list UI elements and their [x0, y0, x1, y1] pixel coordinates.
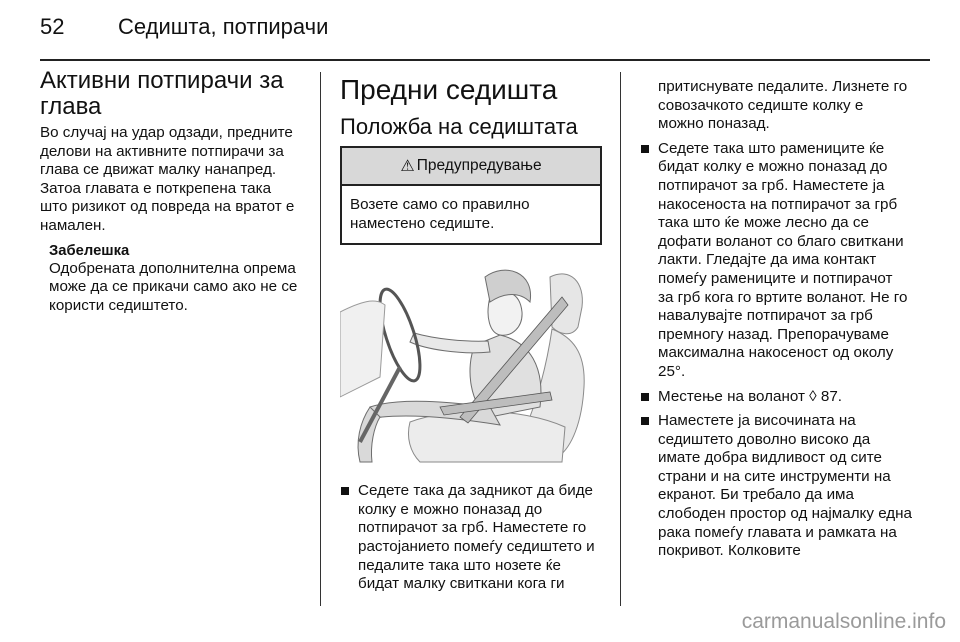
- list-item: Седете така да задникот да биде колку е можно поназад до потпирачот за грб. Наместете го растојанието помеѓу седиштето и педалите така што нозете ќе бидат малку свиткани кога ги: [340, 482, 602, 594]
- bullet-square-icon: [641, 145, 649, 153]
- note-block: [49, 242, 302, 316]
- bullet-square-icon: [641, 417, 649, 425]
- list-item: Наместете ја височината на седиштето доволно високо да имате добра видливост од сите страни и на сите инструменти на екранот. Би требало да има слободен простор од најмалку една рака помеѓу главата и рамката на покривот. Колковите: [640, 412, 912, 561]
- note-text: Одобрената дополнителна опрема може да се прикачи само ако не се користи седиштето.: [49, 259, 298, 314]
- page-number: 52: [40, 14, 65, 39]
- note-title: Забелешка: [49, 242, 130, 259]
- section-heading-active-head-restraints: Активни потпирачи за глава: [40, 67, 284, 120]
- continued-text: притиснувате педалите. Лизнете го совозачкото седиште колку е можно поназад.: [658, 78, 908, 133]
- warning-box: [340, 146, 602, 245]
- bullet-square-icon: [641, 393, 649, 401]
- seat-position-list: [340, 482, 602, 594]
- list-item: Местење на воланот ◊ 87.: [640, 388, 912, 407]
- warning-header: [342, 148, 600, 186]
- column-divider-2: [620, 72, 621, 606]
- column-divider-1: [320, 72, 321, 606]
- section-heading-front-seats: Предни седишта: [340, 74, 558, 105]
- seat-adjust-list: [640, 140, 912, 561]
- running-title: Седишта, потпирачи: [118, 14, 329, 39]
- warning-triangle-icon: ⚠: [400, 158, 415, 175]
- subheading-seat-position: Положба на седиштата: [340, 114, 578, 139]
- warning-title: Предупредување: [416, 157, 542, 174]
- page-header: [40, 14, 920, 46]
- site-watermark: carmanualsonline.info: [741, 610, 946, 633]
- column-3: [640, 68, 912, 567]
- header-rule: [40, 59, 930, 61]
- bullet-square-icon: [341, 487, 349, 495]
- column-2: [340, 68, 602, 600]
- warning-text: Возете само со правилно наместено седиште.: [350, 196, 530, 232]
- driver-seat-illustration: [340, 257, 602, 467]
- list-item: Седете така што рамениците ќе бидат колку е можно поназад до потпирачот за грб. Наместете ја накосеноста на потпирачот за грб така што ќе може лесно да се дофати воланот со благо свиткани лакти. Гледајте да има контакт помеѓу рамениците и потпирачот за грб кога го вртите воланот. Не го навалувајте потпирачот за грб премногу назад. Препорачуваме максимална накосеност од околу 25°.: [640, 140, 912, 382]
- column-1: [40, 68, 302, 315]
- section-body-text: Во случај на удар одзади, предните делови на активните потпирачи за глава се движат малку нанапред. Затоа главата е поткрепена така што ризикот од повреда на вратот е намален.: [40, 124, 295, 234]
